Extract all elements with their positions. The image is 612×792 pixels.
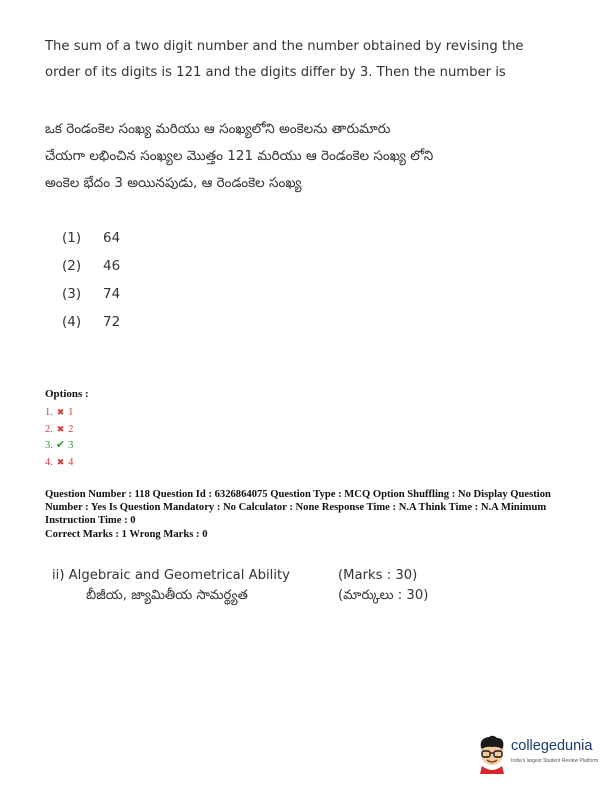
options-list [45, 404, 73, 470]
option-value: 4 [68, 456, 74, 468]
choice-value: 74 [103, 286, 121, 302]
choice-value: 64 [103, 230, 121, 246]
check-icon: ✔ [55, 439, 66, 451]
logo-wordmark: collegedunia [511, 738, 593, 754]
question-line: ఒక రెండంకెల సంఖ్య మరియు ఆ సంఖ్యలోని అంకెలను తారుమారు [45, 121, 391, 137]
option-value: 1 [68, 407, 74, 418]
choice-number: (4) [62, 314, 82, 330]
question-line: order of its digits is 121 and the digits differ by 3. Then the number is [45, 65, 506, 80]
cross-icon: ✖ [56, 456, 65, 467]
cross-icon: ✖ [56, 407, 65, 417]
question-text-english [45, 34, 565, 86]
choice-item [62, 224, 120, 252]
cross-icon: ✖ [56, 423, 65, 434]
mascot-icon [475, 734, 509, 774]
option-item-correct [45, 437, 73, 454]
section-marks-english: (Marks : 30) [338, 568, 418, 583]
section-title-english: ii) Algebraic and Geometrical Ability [52, 568, 290, 583]
metadata-line: Number : Yes Is Question Mandatory : No Calculator : None Response Time : N.A Think Time : N.A Minimum [45, 502, 547, 514]
question-metadata [45, 488, 575, 541]
option-value: 2 [68, 423, 74, 435]
choice-number: (3) [62, 286, 82, 302]
section-marks-telugu: (మార్కులు : 30) [338, 588, 429, 603]
option-item [45, 421, 73, 438]
question-line: చేయగా లభించిన సంఖ్యల మొత్తం 121 మరియు ఆ రెండంకెల సంఖ్య లోని [45, 148, 434, 164]
choice-value: 72 [103, 314, 121, 330]
metadata-line: Instruction Time : 0 [45, 515, 136, 527]
choice-number: (2) [62, 258, 82, 274]
choice-number: (1) [62, 230, 82, 246]
options-heading: Options : [45, 388, 89, 400]
option-value: 3 [68, 440, 74, 451]
option-item [45, 404, 73, 421]
option-index: 3. [45, 440, 53, 451]
choice-item [62, 308, 120, 336]
option-item [45, 454, 73, 471]
question-line: The sum of a two digit number and the number obtained by revising the [45, 39, 524, 54]
metadata-line: Correct Marks : 1 Wrong Marks : 0 [45, 528, 208, 540]
collegedunia-logo [475, 734, 605, 774]
question-text-telugu [45, 116, 565, 197]
option-index: 4. [45, 456, 53, 468]
choice-item [62, 280, 120, 308]
option-index: 1. [45, 407, 53, 418]
option-index: 2. [45, 423, 53, 435]
question-line: అంకెల భేదం 3 అయినపుడు, ఆ రెండంకెల సంఖ్య [45, 175, 302, 191]
answer-choices [62, 224, 120, 336]
logo-tagline: India's largest Student Review Platform [511, 758, 599, 764]
choice-value: 46 [103, 258, 121, 274]
section-title-telugu: బీజీయ, జ్యామితీయ సామర్థ్యత [86, 588, 248, 603]
metadata-line: Question Number : 118 Question Id : 6326864075 Question Type : MCQ Option Shuffling : No Display Question [45, 489, 551, 500]
choice-item [62, 252, 120, 280]
